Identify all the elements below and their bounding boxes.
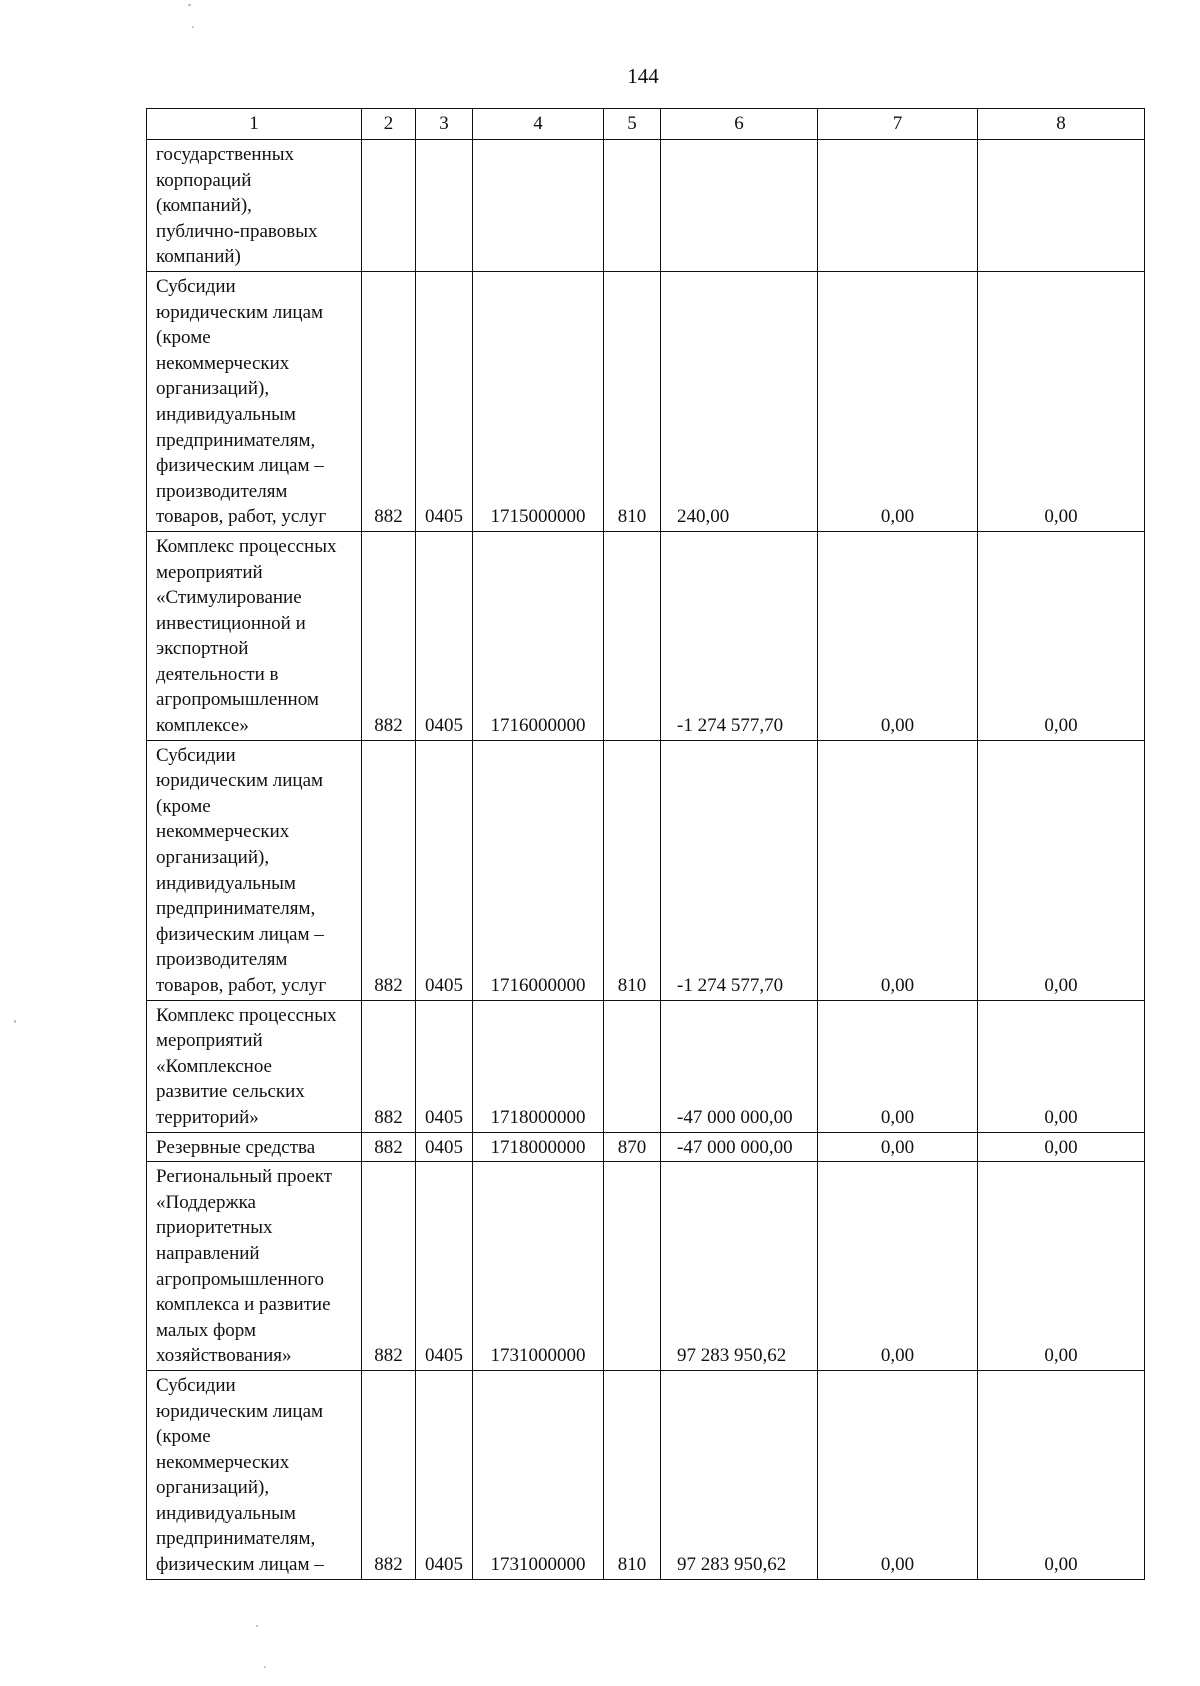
table-row xyxy=(147,1162,1145,1371)
name-line: направлений xyxy=(156,1242,260,1264)
column-header-5: 5 xyxy=(604,109,661,140)
scan-speck xyxy=(192,26,194,28)
name-line: некоммерческих xyxy=(156,821,290,843)
cell-section-code: 0405 xyxy=(416,740,473,1000)
name-line: мероприятий xyxy=(156,561,263,583)
cell-section-code: 0405 xyxy=(416,1162,473,1371)
name-line: юридическим лицам xyxy=(156,1400,324,1422)
row-name xyxy=(147,140,362,272)
cell-amount-3: 0,00 xyxy=(978,740,1145,1000)
row-name xyxy=(147,271,362,531)
name-line: индивидуальным xyxy=(156,1502,296,1524)
cell-section-code: 0405 xyxy=(416,1370,473,1579)
cell-amount-3 xyxy=(978,140,1145,272)
cell-amount-2: 0,00 xyxy=(818,1370,978,1579)
cell-ministry-code: 882 xyxy=(362,271,416,531)
name-line: предпринимателям, xyxy=(156,1528,316,1550)
cell-amount xyxy=(661,140,818,272)
name-line: приоритетных xyxy=(156,1217,273,1239)
cell-expense-type xyxy=(604,531,661,740)
cell-ministry-code: 882 xyxy=(362,740,416,1000)
name-line: хозяйствования» xyxy=(156,1345,292,1367)
row-name xyxy=(147,1370,362,1579)
name-line: государственных xyxy=(156,144,295,165)
cell-amount-2 xyxy=(818,140,978,272)
name-line: (кроме xyxy=(156,1426,211,1448)
name-line: юридическим лицам xyxy=(156,301,324,323)
cell-expense-type: 810 xyxy=(604,271,661,531)
cell-expense-type xyxy=(604,1162,661,1371)
cell-amount: -1 274 577,70 xyxy=(661,740,818,1000)
column-header-3: 3 xyxy=(416,109,473,140)
table-row xyxy=(147,1132,1145,1162)
name-line: организаций), xyxy=(156,378,270,400)
cell-target-code: 1715000000 xyxy=(473,271,604,531)
cell-amount-3: 0,00 xyxy=(978,1000,1145,1132)
cell-amount-2: 0,00 xyxy=(818,1162,978,1371)
cell-amount-2: 0,00 xyxy=(818,1000,978,1132)
column-header-6: 6 xyxy=(661,109,818,140)
name-line: корпораций xyxy=(156,169,252,191)
cell-ministry-code: 882 xyxy=(362,1000,416,1132)
cell-amount-2: 0,00 xyxy=(818,271,978,531)
name-line: физическим лицам – xyxy=(156,1554,324,1576)
name-line: физическим лицам – xyxy=(156,455,324,477)
table-row xyxy=(147,140,1145,272)
table-row xyxy=(147,1370,1145,1579)
name-line: развитие сельских xyxy=(156,1081,305,1103)
name-line: индивидуальным xyxy=(156,403,296,425)
name-line: юридическим лицам xyxy=(156,770,324,792)
name-line: деятельности в xyxy=(156,663,279,685)
cell-amount-2: 0,00 xyxy=(818,740,978,1000)
name-line: экспортной xyxy=(156,638,249,660)
cell-target-code: 1718000000 xyxy=(473,1000,604,1132)
name-line: «Поддержка xyxy=(156,1191,256,1213)
cell-target-code: 1716000000 xyxy=(473,531,604,740)
budget-table xyxy=(146,108,1145,1580)
column-header-1: 1 xyxy=(147,109,362,140)
row-name xyxy=(147,531,362,740)
name-line: инвестиционной и xyxy=(156,612,306,634)
table-row xyxy=(147,271,1145,531)
name-line: организаций), xyxy=(156,1477,270,1499)
cell-ministry-code: 882 xyxy=(362,1370,416,1579)
table-row xyxy=(147,1000,1145,1132)
cell-target-code: 1731000000 xyxy=(473,1370,604,1579)
name-line: территорий» xyxy=(156,1106,259,1128)
column-header-8: 8 xyxy=(978,109,1145,140)
name-line: индивидуальным xyxy=(156,872,296,894)
name-line: Комплекс процессных xyxy=(156,535,337,557)
name-line: производителям xyxy=(156,949,288,971)
scan-speck xyxy=(264,1666,266,1668)
name-line: Субсидии xyxy=(156,1374,236,1396)
cell-ministry-code: 882 xyxy=(362,1162,416,1371)
cell-amount-2: 0,00 xyxy=(818,531,978,740)
name-line: некоммерческих xyxy=(156,352,290,374)
name-line: мероприятий xyxy=(156,1030,263,1052)
name-line: Субсидии xyxy=(156,275,236,297)
row-name xyxy=(147,1132,362,1162)
cell-section-code: 0405 xyxy=(416,531,473,740)
cell-section-code: 0405 xyxy=(416,1000,473,1132)
name-line: агропромышленного xyxy=(156,1268,325,1290)
name-line: Комплекс процессных xyxy=(156,1004,337,1026)
row-name xyxy=(147,1162,362,1371)
cell-amount: 240,00 xyxy=(661,271,818,531)
cell-amount-3: 0,00 xyxy=(978,1162,1145,1371)
table-row xyxy=(147,531,1145,740)
name-line: Резервные средства xyxy=(156,1136,316,1158)
page-number: 144 xyxy=(627,64,659,88)
cell-ministry-code xyxy=(362,140,416,272)
column-header-4: 4 xyxy=(473,109,604,140)
cell-expense-type: 810 xyxy=(604,740,661,1000)
row-name xyxy=(147,1000,362,1132)
column-header-7: 7 xyxy=(818,109,978,140)
name-line: агропромышленном xyxy=(156,689,319,711)
name-line: (компаний), xyxy=(156,195,252,217)
name-line: Субсидии xyxy=(156,744,236,766)
table-row xyxy=(147,740,1145,1000)
name-line: комплексе» xyxy=(156,715,249,737)
name-line: некоммерческих xyxy=(156,1451,290,1473)
cell-amount-2: 0,00 xyxy=(818,1132,978,1162)
name-line: малых форм xyxy=(156,1319,257,1341)
cell-section-code: 0405 xyxy=(416,271,473,531)
name-line: предпринимателям, xyxy=(156,429,316,451)
name-line: (кроме xyxy=(156,795,211,817)
header-row xyxy=(147,109,1145,140)
name-line: «Стимулирование xyxy=(156,587,302,609)
name-line: компаний) xyxy=(156,246,241,268)
cell-section-code xyxy=(416,140,473,272)
scan-speck xyxy=(188,4,191,6)
cell-target-code: 1731000000 xyxy=(473,1162,604,1371)
name-line: товаров, работ, услуг xyxy=(156,506,327,528)
cell-amount-3: 0,00 xyxy=(978,1370,1145,1579)
cell-amount: 97 283 950,62 xyxy=(661,1370,818,1579)
cell-target-code: 1718000000 xyxy=(473,1132,604,1162)
name-line: физическим лицам – xyxy=(156,923,324,945)
cell-expense-type: 810 xyxy=(604,1370,661,1579)
name-line: публично-правовых xyxy=(156,220,318,242)
name-line: организаций), xyxy=(156,847,270,869)
name-line: товаров, работ, услуг xyxy=(156,975,327,996)
cell-expense-type xyxy=(604,1000,661,1132)
cell-amount: -47 000 000,00 xyxy=(661,1000,818,1132)
cell-target-code xyxy=(473,140,604,272)
name-line: производителям xyxy=(156,480,288,502)
cell-section-code: 0405 xyxy=(416,1132,473,1162)
cell-amount-3: 0,00 xyxy=(978,271,1145,531)
cell-amount-3: 0,00 xyxy=(978,1132,1145,1162)
cell-ministry-code: 882 xyxy=(362,531,416,740)
cell-amount: 97 283 950,62 xyxy=(661,1162,818,1371)
cell-amount: -1 274 577,70 xyxy=(661,531,818,740)
cell-expense-type: 870 xyxy=(604,1132,661,1162)
name-line: (кроме xyxy=(156,327,211,349)
column-header-2: 2 xyxy=(362,109,416,140)
cell-expense-type xyxy=(604,140,661,272)
cell-target-code: 1716000000 xyxy=(473,740,604,1000)
name-line: предпринимателям, xyxy=(156,898,316,920)
scan-speck xyxy=(14,1020,16,1023)
cell-ministry-code: 882 xyxy=(362,1132,416,1162)
name-line: «Комплексное xyxy=(156,1055,272,1077)
scan-speck xyxy=(256,1625,258,1627)
cell-amount: -47 000 000,00 xyxy=(661,1132,818,1162)
row-name xyxy=(147,740,362,1000)
name-line: комплекса и развитие xyxy=(156,1294,331,1316)
cell-amount-3: 0,00 xyxy=(978,531,1145,740)
name-line: Региональный проект xyxy=(156,1166,333,1188)
